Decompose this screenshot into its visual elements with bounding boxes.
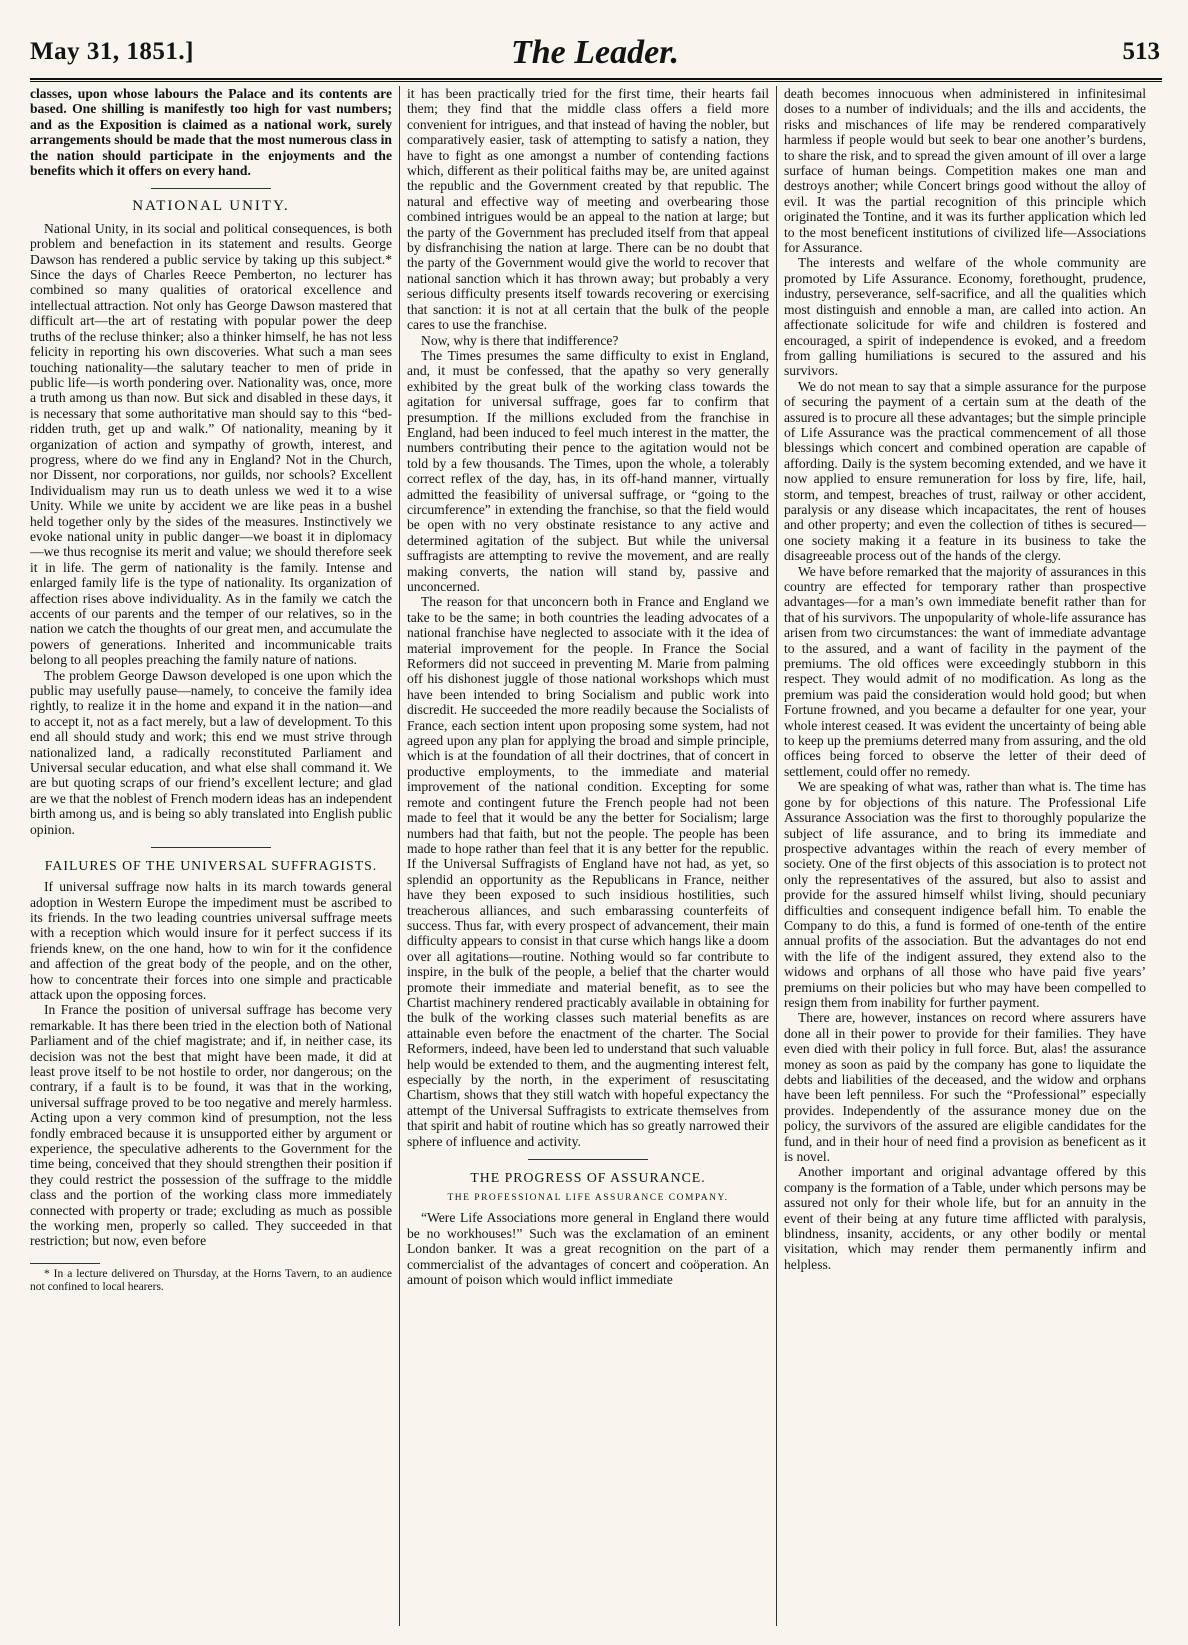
article-paragraph: In France the position of universal suffrage has become very remarkable. It has there been tried in the election both of National Parliament and of the chief magistrate; and if, in neither case, its decision was not the best that might have been made, it did at least prove itself to be not hostile to order, nor dangerous; on the contrary, if a fault is to be found, it was that in the working, universal suffrage proved to be too negative and merely harmless. Acting upon a very common kind of presumption, not the less fondly embraced because it is unsupported either by argument or experience, the speculative adherents to the Government for the time being, conceived that they should strengthen their position if they could restrict the possession of the suffrage to the middle class and the portion of the working class more immediately connected with property or trade; excluding as much as possible the working men, properly so called. They succeeded in that restriction; but now, even before [30,1002,392,1249]
article-title-failures: FAILURES OF THE UNIVERSAL SUFFRAGISTS. [44,858,378,874]
article-paragraph: We have before remarked that the majority of assurances in this country are effected for temporary rather than prospective advantages—for a man’s own immediate benefit rather than for that of his survivors. The unpopularity of whole-life assurance has arisen from two circumstances: the want of immediate advantage to the assured, and a want of facility in the payment of the premiums. The old offices were exceedingly stubborn in this respect. They would admit of no modification. As long as the premium was paid the consideration would hold good; but when Fortune frowned, and you became a defaulter for one year, your whole interest ceased. It was evident the uncertainty of being able to keep up the premiums deterred many from assuring, and the old offices being forced to observe the letter of their deed of settlement, could offer no remedy. [784,563,1146,779]
article-paragraph: National Unity, in its social and political consequences, is both problem and benefaction in its statement and results. George Dawson has rendered a public service by taking up this subject.* Since the days of Charles Reece Pemberton, no lecturer has combined so many qualities of oratorical excellence and intellectual attraction. Not only has George Dawson mastered that difficult art—the art of restating with popular power the deep truths of the recluse thinker; also a thinker himself, he has not less felicity in reporting his own discoveries. What such a man sees touching nationality—the salutary teacher to men of pride in public life—is worth pondering over. Nationality was, once, more a truth among us than now. But sick and disabled in these days, it is necessary that some authoritative man should say to this “bed-ridden truth, get up and walk.” Of nationality, meaning by it organization of action and sympathy of growth, interest, and progress, where do we find any in England? Not in the Church, nor Dissent, nor corporations, nor guilds, nor schools? Excellent Individualism may run us to death unless we wed it to a wise Unity. While we unite by accident we are like peas in a bushel held together only by the sides of the measures. Instinctively we evoke national unity in public danger—we boast it in diplomacy—we thus recognise its merit and value; we should therefore seek it in life. The germ of nationality is the family. Intense and enlarged family life is the type of nationality. Its organization of affection rises above individuality. As in the family we catch the accents of our parents and the temper of our relatives, so in the nation we catch the thoughts of our great men, and accumulate the powers of generations. Inherited and incommunicable traits belong to all peoples preaching the family nature of nations. [30,220,392,668]
column-divider [776,86,777,1626]
header-date: May 31, 1851.] [30,38,194,65]
article-paragraph: The reason for that unconcern both in France and England we take to be the same; in both countries the leading advocates of a national franchise have neglected to associate with it the idea of material improvement for the people. In France the Social Reformers did not succeed in preventing M. Marie from palming off his dishonest juggle of those national workshops which must have been intended to bring Socialism and public work into discredit. He succeeded the more readily because the Socialists of France, each section intent upon proposing some system, had not agreed upon any plan for applying the broad and simple principle, which is at the foundation of all their doctrines, that of concert in productive employments, to the immediate and material improvement of the national condition. Excepting for some remote and contingent future the French people had not been made to feel that it would be any the better for Socialism; large numbers had that faith, but not the people. The people has been made to hope rather than feel that it is any better for the republic. If the Universal Suffragists of England have not had, as yet, so splendid an opportunity as the Republicans in France, neither have they been exposed to such insidious hostilities, such treacherous alliances, and such embarassing counterfeits of success. Thus far, with every prospect of advancement, their main difficulty appears to consist in that curse which hangs like a doom over all agitations—routine. Nothing would so far contribute to inspire, in the bulk of the people, a belief that the charter would promote their immediate and material benefit, as to see the Chartist machinery rendered practicably available in obtaining for the bulk of the working classes such material benefits as are attainable even before the enactment of the charter. The Social Reformers, indeed, have been led to understand that such valuable help would be extended to them, and the augmenting interest felt, especially by the north, in the experiment of resuscitating Chartism, shows that they still watch with hopeful expectancy the attempt of the Universal Suffragists to extricate themselves from that spirit and habit of routine which has so greatly narrowed their sphere of influence and activity. [407,594,769,1149]
column-divider [399,86,400,1626]
section-separator [151,847,271,848]
exposition-paragraph: classes, upon whose labours the Palace and its contents are based. One shilling is manifestly too high for vast numbers; and as the Exposition is claimed as a national work, surely arrangements should be made that the most numerous class in the nation should participate in the enjoyments and the benefits which it offers on every hand. [30,86,392,179]
article-paragraph: We are speaking of what was, rather than what is. The time has gone by for objections of this nature. The Professional Life Assurance Association was the first to thoroughly popularize the subject of life assurance, and to bring its immediate and prospective advantages within the reach of every member of society. One of the first objects of this association is to protect not only the representatives of the assured, but also to assist and provide for the assured himself whilst living, should pecuniary difficulties and consequent indigence befall him. To enable the Company to do this, a fund is formed of one-tenth of the entire annual profits of the association. But the advantages do not end with the life of the indigent assured, they extend also to the widows and orphans of all those who have paid five years’ premiums on their policies but who may have been compelled to resign them from inability for further payment. [784,779,1146,1010]
header-rule-thin [30,81,1162,82]
column-3 [784,86,1146,1626]
section-separator [151,188,271,189]
article-paragraph: There are, however, instances on record where assurers have done all in their power to provide for their families. They have even died with their policy in full force. But, alas! the assurance money as soon as paid by the company has gone to liquidate the debts and liabilities of the deceased, and the widow and orphans have been left penniless. For such the “Professional” especially provides. Independently of the assurance money due on the policy, the survivors of the assured are eligible candidates for the fund, and in their hour of need find a provision as beneficent as it is novel. [784,1010,1146,1165]
footnote-rule [30,1263,100,1264]
article-subtitle: THE PROFESSIONAL LIFE ASSURANCE COMPANY. [447,1193,729,1204]
column-2 [407,86,769,1626]
article-paragraph: The Times presumes the same difficulty to exist in England, and, it must be confessed, that the apathy so very generally exhibited by the great bulk of the working class towards the agitation for universal suffrage, goes far to confirm that presumption. If the millions excluded from the franchise in England, had been induced to feel much interest in the matter, the numbers contributing their pence to the agitation would not be told by a few thousands. The Times, upon the whole, a tolerably correct reflex of the day, has, in its off-hand manner, virtually admitted the feasibility of universal suffrage, or “going to the circumference” in extending the franchise, so that the field would be open with no very obstinate resistance to any active and determined agitation of the subject. But while the universal suffragists are attempting to revive the movement, and are really making converts, the nation will stand by, passive and unconcerned. [407,347,769,594]
article-paragraph: it has been practically tried for the first time, their hearts fail them; they find that the middle class offers a field more convenient for intrigues, and that instead of having the nobler, but comparatively easier, task of attempting to satisfy a nation, they have to fight as one amongst a number of contending factions which, different as their political faiths may be, are united against the republic and the Government created by that republic. The natural and effective way of meeting and overbearing those combined intrigues would be an appeal to the nation at large; but the party of the Government has precluded itself from that appeal by disfranchising the nation at large. There can be no doubt that the party of the Government would give the world to recover that national sanction which it has thrown away; but probably a very serious difficulty presents itself towards recovering or exercising that sanction: it is not at all certain that the bulk of the people cares to use the franchise. [407,86,769,333]
footnote: * In a lecture delivered on Thursday, at the Horns Tavern, to an audience not confined to local hearers. [30,1267,392,1293]
page-number: 513 [1122,38,1160,65]
article-paragraph: death becomes innocuous when administered in infinitesimal doses to a number of individuals; and the ills and accidents, the risks and mischances of life may be rendered comparatively harmless if people would but seek to bear one another’s burdens, to share the risk, and to spread the given amount of ill over a large surface of human beings. Competition makes one man and destroys another; while Concert brings good without the alloy of evil. It was the partial recognition of this principle which originated the Tontine, and it was its further application which led to the most beneficent institutions of civilized life—Associations for Assurance. [784,86,1146,256]
article-paragraph: The interests and welfare of the whole community are promoted by Life Assurance. Economy, forethought, prudence, industry, perseverance, self-sacrifice, and all the qualities which most distinguish and ennoble a man, are called into action. An affectionate solicitude for wife and children is fostered and encouraged, a spirit of independence is evoked, and a freedom from galling humiliations is secured to the assured and his survivors. [784,255,1146,379]
article-title-progress-of-assurance: THE PROGRESS OF ASSURANCE. [470,1170,706,1186]
article-paragraph: Another important and original advantage offered by this company is the formation of a Table, under which persons may be assured not only for their whole life, but for an annuity in the event of their being at any future time afflicted with paralysis, blindness, insanity, accidents, or any other bodily or mental visitation, which may render them permanently infirm and helpless. [784,1164,1146,1272]
article-paragraph: We do not mean to say that a simple assurance for the purpose of securing the payment of a certain sum at the death of the assured is to procure all these advantages; but the simple principle of Life Assurance was the practical commencement of all those blessings which concert and combined operation are capable of affording. Daily is the system becoming extended, and we have it now applied to ensure remuneration for loss by fire, life, hail, storm, and tempest, breaches of trust, railway or other accident, paralysis or any disease which incapacitates, the rent of houses and other property; and even the collection of tithes is secured—one society making it a feature in its business to take the disagreeable process out of the hands of the clergy. [784,378,1146,564]
article-paragraph: The problem George Dawson developed is one upon which the public may usefully pause—namely, to conceive the family idea rightly, to realize it in the home and expand it in the nation—and to accept it, not as a fact merely, but a law of development. To this end all should study and work; this end we must strive through nationalized land, a radically reconstituted Parliament and Universal secular education, and what else shall command it. We are but quoting scraps of our friend’s excellent lecture; and glad are we that the noblest of French modern ideas has an independent birth among us, and is being so ably translated into English public opinion. [30,667,392,837]
masthead-title: The Leader. [510,34,680,71]
column-1 [30,86,392,1626]
header-rule [30,78,1162,80]
article-paragraph: Now, why is there that indifference? [421,332,619,348]
article-paragraph: If universal suffrage now halts in its march towards general adoption in Western Europe the impediment must be ascribed to its friends. In the two leading countries universal suffrage meets with a reception which would insure for it perfect success if its friends knew, on the one hand, how to win for it the confidence and affection of the great body of the people, and on the other, how to concentrate their forces into one simple and practicable attack upon the opposing forces. [30,879,392,1002]
article-title-national-unity: NATIONAL UNITY. [132,198,290,215]
article-paragraph: “Were Life Associations more general in England there would be no workhouses!” Such was the exclamation of an eminent London banker. It was a great recognition on the part of a commercialist of the advantages of concert and coöperation. An amount of poison which would inflict immediate [407,1210,769,1288]
section-separator [528,1159,648,1160]
